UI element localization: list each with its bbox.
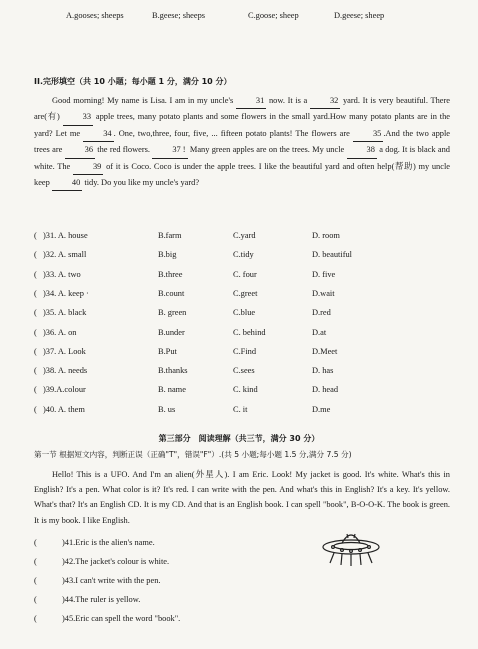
answer-paren: (	[34, 538, 37, 547]
option-b: B.count	[158, 288, 185, 298]
cloze-option-row	[34, 384, 454, 397]
cloze-option-row	[34, 249, 454, 262]
cloze-option-row	[34, 307, 454, 320]
cloze-option-row	[34, 269, 454, 282]
cloze-blank: 39	[73, 159, 103, 175]
q30-option-a: A.gooses; sheeps	[66, 11, 124, 20]
cloze-text: Good morning! My name is Lisa. I am in my uncle's	[52, 96, 236, 105]
option-b: B.Put	[158, 346, 177, 356]
option-d: D. head	[312, 385, 339, 395]
answer-paren: (	[34, 366, 37, 376]
option-c: C.Find	[233, 346, 257, 356]
cloze-blank: 38	[347, 142, 377, 158]
answer-paren: (	[34, 576, 37, 585]
option-a: )40. A. them	[43, 404, 85, 414]
cloze-blank: 34	[83, 126, 113, 142]
q30-options	[66, 10, 478, 23]
option-b: B. us	[158, 404, 176, 414]
cloze-blank: 32	[310, 93, 340, 109]
answer-paren: (	[34, 308, 37, 318]
question-text: )43.I can't write with the pen.	[62, 576, 161, 585]
cloze-text: Many green apples are on the trees. My uncle	[187, 145, 347, 155]
cloze-text: apple trees, many potato plants and some flowers in the small yard.How many potato plants are in the yard? Let me	[34, 112, 450, 138]
option-c: C.sees	[233, 366, 255, 376]
cloze-text: now. It is a	[266, 96, 310, 105]
q30-option-c: C.goose; sheep	[248, 11, 299, 20]
option-c: C.tidy	[233, 250, 254, 260]
option-a: )36. A. on	[43, 327, 77, 337]
cloze-blank: 36	[65, 142, 95, 158]
option-d: D.at	[312, 327, 327, 337]
answer-paren: (	[34, 231, 37, 240]
option-d: D.me	[312, 404, 331, 414]
option-d: D.wait	[312, 288, 335, 298]
answer-paren: (	[34, 288, 37, 298]
question-text: )44.The ruler is yellow.	[62, 595, 141, 604]
option-a: )38. A. needs	[43, 366, 88, 376]
option-b: B.under	[158, 327, 185, 337]
option-b: B.thanks	[158, 366, 188, 376]
option-a: )33. A. two	[43, 269, 81, 279]
cloze-text: tidy. Do you like my uncle's yard?	[82, 178, 200, 188]
question-text: )45.Eric can spell the word "book".	[62, 614, 181, 623]
tf-question	[34, 594, 140, 607]
option-c: C.blue	[233, 308, 256, 318]
option-d: D.Meet	[312, 346, 338, 356]
cloze-blank: 37 !	[152, 142, 187, 158]
answer-paren: (	[34, 346, 37, 356]
cloze-option-row	[34, 365, 454, 378]
cloze-text: .And the two apple trees are	[34, 128, 450, 155]
option-c: C.greet	[233, 288, 258, 298]
option-b: B. name	[158, 385, 186, 395]
cloze-option-row	[34, 327, 454, 340]
cloze-blank: 35	[353, 126, 383, 142]
option-d: D. beautiful	[312, 250, 353, 260]
ufo-icon	[320, 525, 382, 569]
tf-question	[34, 556, 169, 569]
q30-option-d: D.geese; sheep	[334, 11, 385, 20]
cloze-passage	[34, 93, 450, 191]
answer-paren: (	[34, 595, 37, 604]
tf-question	[34, 575, 161, 588]
answer-paren: (	[34, 385, 37, 395]
cloze-blank: 31	[236, 93, 266, 109]
option-a: )39.A.colour	[43, 385, 86, 395]
tf-question	[34, 613, 180, 626]
option-b: B.big	[158, 250, 177, 260]
option-a: )31. A. house	[43, 231, 88, 240]
option-a: )37. A. Look	[43, 346, 86, 356]
answer-paren: (	[34, 269, 37, 279]
option-c: C. kind	[233, 385, 258, 395]
cloze-blank: 40	[52, 175, 82, 191]
cloze-text: yard. It is very beautiful. There are(有)	[34, 96, 450, 122]
cloze-option-row	[34, 346, 454, 359]
answer-paren: (	[34, 404, 37, 414]
option-b: B. green	[158, 308, 187, 318]
cloze-text: . One, two,three, four, five, ... fifteen potato plants! The flowers are	[113, 128, 353, 138]
question-text: )41.Eric is the alien's name.	[62, 538, 155, 547]
option-c: C. four	[233, 269, 257, 279]
cloze-text: the red flowers.	[95, 145, 153, 155]
section2-title: II.完形填空（共 10 小题；每小题 1 分，满分 10 分）	[34, 77, 232, 86]
section1-title: 第一节 根据短文内容，判断正误（正确"T"，错误"F"）.(共 5 小题;每小题 1.5 分,满分 7.5 分)	[34, 450, 352, 459]
option-c: C.yard	[233, 231, 256, 240]
reading-passage: Hello! This is a UFO. And I'm an alien(外星人). I am Eric. Look! My jacket is good. It's white. What's this in English? It's a pen. What color is it? It's red. I can write with the pen. And what's this in English? It's a key. It's yellow. What's that? It's an English CD. It is my CD. And that is an English book. I can spell "book", B-O-O-K. The book is green. It is my book. I like English.	[34, 470, 450, 525]
q30-option-b: B.geese; sheeps	[152, 11, 206, 20]
answer-paren: (	[34, 557, 37, 566]
answer-paren: (	[34, 327, 37, 337]
part3-title: 第三部分 阅读理解（共三节，满分 30 分）	[158, 434, 320, 443]
option-a: )34. A. keep ·	[43, 288, 89, 298]
option-d: D. room	[312, 231, 340, 240]
cloze-text: a dog. It is black and white. The	[34, 145, 450, 171]
cloze-option-row	[34, 404, 454, 417]
cloze-option-row	[34, 230, 454, 243]
option-a: )32. A. small	[43, 250, 87, 260]
question-text: )42.The jacket's colour is white.	[62, 557, 170, 566]
option-b: B.farm	[158, 231, 182, 240]
option-a: )35. A. black	[43, 308, 87, 318]
option-b: B.three	[158, 269, 183, 279]
answer-paren: (	[34, 614, 37, 623]
option-d: D. has	[312, 366, 334, 376]
option-d: D.red	[312, 308, 331, 318]
option-c: C. behind	[233, 327, 266, 337]
cloze-option-row	[34, 288, 454, 301]
option-c: C. it	[233, 404, 248, 414]
cloze-blank: 33	[63, 109, 93, 125]
option-d: D. five	[312, 269, 336, 279]
cloze-text: of it is Coco. Coco is under the apple trees. I like the beautiful yard and often help(帮助) my uncle keep	[34, 161, 450, 188]
tf-question	[34, 537, 155, 550]
answer-paren: (	[34, 250, 37, 260]
